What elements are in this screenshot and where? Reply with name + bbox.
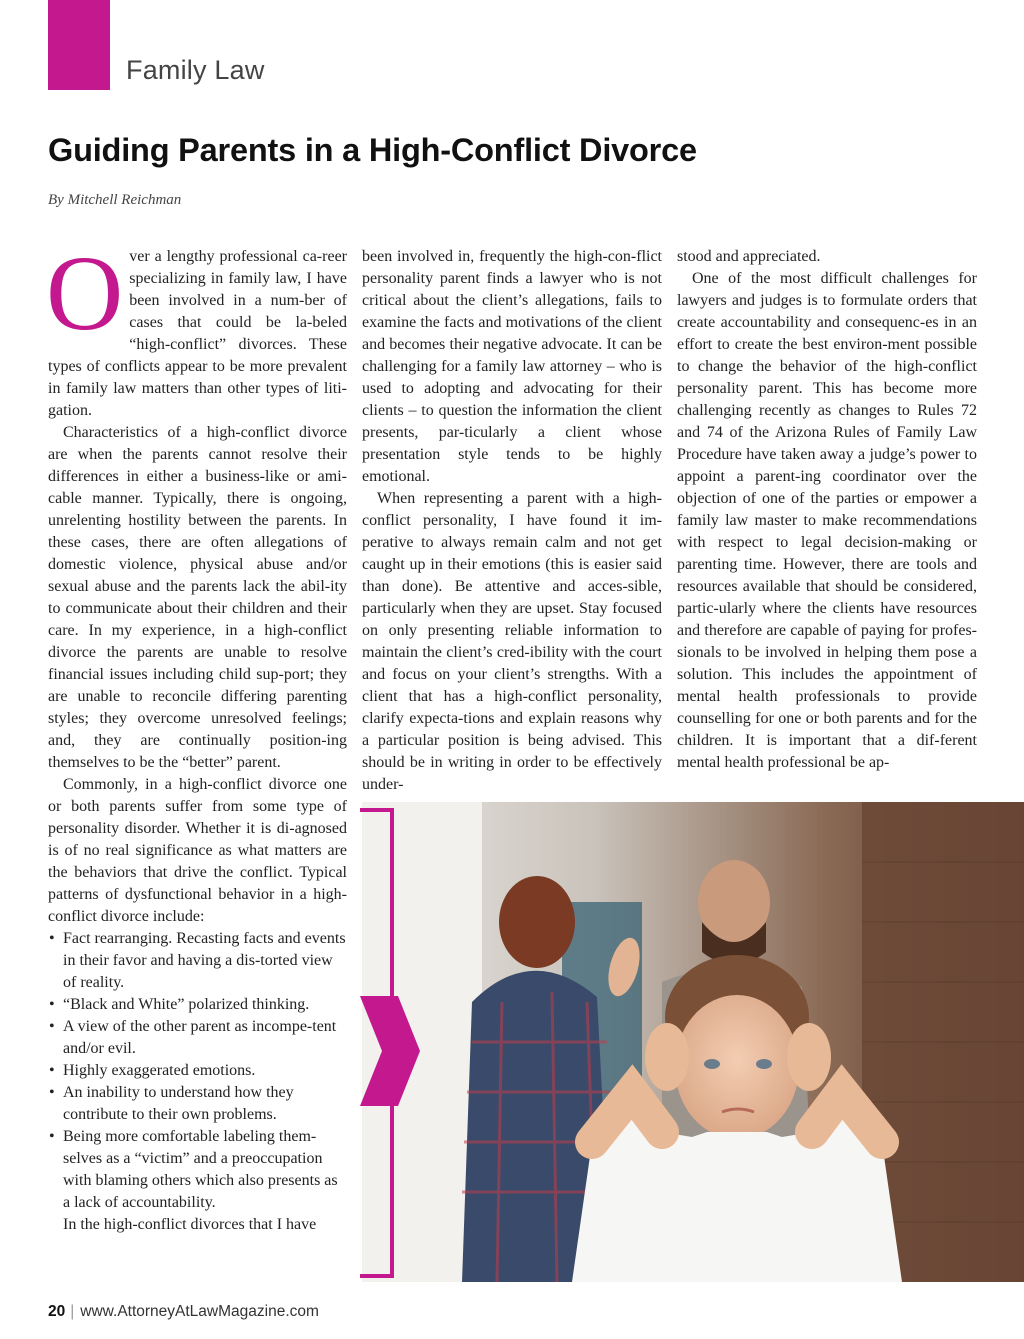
article-column-1 bbox=[46, 235, 347, 1236]
page-number: 20 bbox=[48, 1303, 66, 1320]
list-item: • Highly exaggerated emotions. bbox=[48, 1060, 347, 1082]
article-photo bbox=[362, 802, 1024, 1282]
paragraph: One of the most difficult challenges for lawyers and judges is to formulate orders that create accountability and consequenc-es in an effort to create the best environ-ment possible to change the behavior of the high-conflict personality parent. This has become more challenging recently as changes to Rules 72 and 74 of the Arizona Rules of Family Law Procedure have taken away a judge’s power to appoint a parent-ing coordinator over the objection of one of the parties or empower a family law master to make recommendations with respect to legal decision-making or parenting time. However, there are tools and resources available that should be considered, partic-ularly where the clients have resources and therefore are capable of paying for profes-sionals to be involved in helping them pose a solution. This includes the appointment of mental health professionals to provide counselling for one or both parents and for the children. It is important that a dif-ferent mental health professional be ap- bbox=[677, 270, 977, 771]
paragraph: When representing a parent with a high-conflict personality, I have found it im-perative to always remain calm and not get caught up in their emotions (this is easier said than done). Be attentive and acces-sible, particularly when they are upset. Stay focused on only presenting reliable information to maintain the client’s cred-ibility with the court and focus on your client’s strengths. With a client that has a high-conflict personality, clarify expecta-tions and explain reasons why a particular position is being advised. This should be in writing in order to be effectively under- bbox=[362, 490, 662, 793]
list-item: • An inability to understand how they contribute to their own problems. bbox=[48, 1082, 347, 1126]
chevron-right-icon bbox=[360, 996, 420, 1106]
list-item: • A view of the other parent as incompe-tent and/or evil. bbox=[48, 1016, 347, 1060]
photo-child-covering-ears-icon bbox=[362, 802, 1024, 1282]
article-byline: By Mitchell Reichman bbox=[48, 192, 182, 208]
list-item: • Fact rearranging. Recasting facts and events in their favor and having a dis-torted view of reality. bbox=[48, 928, 347, 994]
intro-text: ver a lengthy professional ca-reer specializing in family law, I have been involved in a num-ber of cases that could be la-beled “high-conflict” divorces. These types of conflicts appear to be more prevalent in family law matters than other types of liti-gation. bbox=[48, 248, 347, 419]
article-headline: Guiding Parents in a High-Conflict Divorce bbox=[48, 132, 697, 168]
footer-url: www.AttorneyAtLawMagazine.com bbox=[80, 1303, 319, 1320]
paragraph: stood and appreciated. bbox=[677, 248, 821, 265]
section-accent-block bbox=[48, 0, 110, 90]
list-item: • “Black and White” polarized thinking. bbox=[48, 994, 347, 1016]
list-item: • Being more comfortable labeling them-selves as a “victim” and a preoccupation with blaming others which also presents as a lack of accountability. bbox=[48, 1126, 347, 1214]
paragraph: Characteristics of a high-conflict divorce are when the parents cannot resolve their differences in either a business-like or ami-cable manner. Typically, there is ongoing, unrelenting hostility between the parents. In these cases, there are often allegations of domestic violence, physical abuse and/or sexual abuse and the parents lack the abil-ity to communicate about their children and their care. In my experience, in a high-conflict divorce the parents are unable to resolve financial issues including child sup-port; they are unable to reconcile differing parenting styles; they overcome unresolved feelings; and, they are continually position-ing themselves to be the “better” parent. bbox=[48, 424, 347, 771]
article-column-3 bbox=[677, 246, 977, 774]
article-column-2 bbox=[362, 246, 662, 796]
paragraph: In the high-conflict divorces that I have bbox=[63, 1216, 317, 1233]
paragraph: been involved in, frequently the high-con-flict personality parent finds a lawyer who is not critical about the client’s allegations, fails to examine the facts and motivations of the client and becomes their negative advocate. It can be challenging for a family law attorney – who is used to adopting and advocating for their clients – to question the information the client presents, par-ticularly a client whose presentation style tends to be highly emotional. bbox=[362, 248, 662, 485]
drop-cap: O bbox=[46, 235, 124, 353]
behavior-list bbox=[48, 928, 347, 1214]
section-label: Family Law bbox=[126, 55, 265, 85]
footer-divider: | bbox=[70, 1303, 75, 1320]
page-footer bbox=[48, 1303, 319, 1321]
intro-paragraph bbox=[46, 235, 347, 422]
paragraph: Commonly, in a high-conflict divorce one or both parents suffer from some type of personality disorder. Whether it is di-agnosed is of no real significance as what matters are the behaviors that drive the conflict. Typical patterns of dysfunctional behavior in a high-conflict divorce include: bbox=[48, 776, 347, 925]
